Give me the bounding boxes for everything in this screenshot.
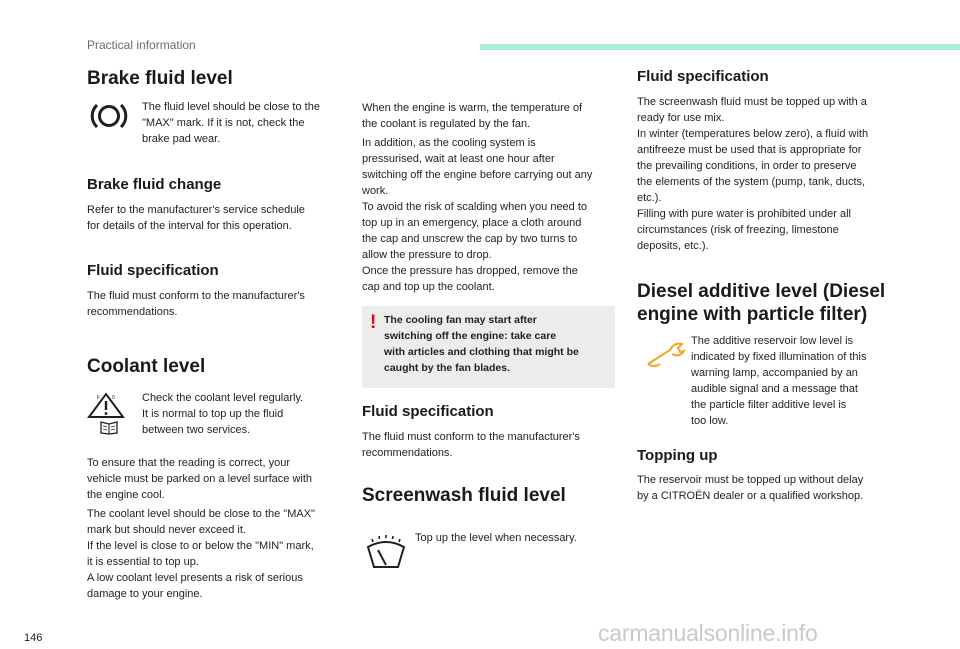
diesel-intro-text: The additive reservoir low level is indicated by fixed illumination of this warning lamp, accompanied by an audible signal and a message that the particle filter additive level is too low.: [691, 335, 867, 427]
coolant-warm-text: When the engine is warm, the temperature of the coolant is regulated by the fan.: [362, 102, 583, 130]
coolant-spec-text: The fluid must conform to the manufacturer's recommendations.: [362, 431, 580, 459]
svg-text:0: 0: [112, 395, 115, 401]
coolant-para-2: The coolant level should be close to the "MAX" mark but should never exceed it. If the level is close to or below the "MIN" mark, it is essential to top up. A low coolant level presents a risk of serious damage to your engine.: [87, 508, 315, 600]
brake-warning-icon: [90, 101, 128, 131]
watermark: carmanualsonline.info: [598, 620, 818, 646]
coolant-spec-title: Fluid specification: [362, 403, 494, 420]
diesel-additive-icon: [644, 338, 686, 368]
brake-fluid-title: Brake fluid level: [87, 68, 233, 89]
brake-spec-title: Fluid specification: [87, 262, 219, 279]
screenwash-spec-title: Fluid specification: [637, 68, 769, 85]
manual-book-icon: [99, 420, 119, 435]
brake-spec-text: The fluid must conform to the manufacturer's recommendations.: [87, 290, 305, 318]
coolant-title: Coolant level: [87, 356, 206, 377]
brake-intro-text: The fluid level should be close to the "MAX" mark. If it is not, check the brake pad wear.: [142, 101, 320, 145]
svg-text:F: F: [97, 395, 101, 401]
screenwash-spec-text: The screenwash fluid must be topped up with a ready for use mix. In winter (temperatures below zero), a fluid with antifreeze must be used that is appropriate for the prevailing conditions, in order to preserve the elements of the system (pump, tank, ducts, etc.). Filling with pure water is prohibited under all circumstances (risk of freezing, limestone deposits, etc.).: [637, 96, 869, 252]
warning-exclamation-icon: !: [370, 312, 377, 333]
diesel-additive-title: Diesel additive level (Diesel engine with particle filter): [637, 281, 886, 325]
brake-change-text: Refer to the manufacturer's service schedule for details of the interval for this operation.: [87, 204, 305, 232]
brake-change-title: Brake fluid change: [87, 176, 222, 193]
topping-up-title: Topping up: [637, 447, 718, 464]
screenwash-intro-text: Top up the level when necessary.: [415, 532, 577, 544]
header-accent-bar: [480, 44, 960, 50]
screenwash-icon: [365, 533, 407, 569]
coolant-para-1: To ensure that the reading is correct, your vehicle must be parked on a level surface with the engine cool.: [87, 457, 313, 501]
coolant-intro-text: Check the coolant level regularly. It is normal to top up the fluid between two services.: [142, 392, 304, 436]
page-number: 146: [24, 632, 43, 644]
coolant-warning-icon: [86, 391, 126, 419]
fan-warning-box: [362, 306, 615, 388]
section-header: Practical information: [87, 38, 196, 52]
coolant-pressure-text: In addition, as the cooling system is pressurised, wait at least one hour after switching off the engine before carrying out any work. To avoid the risk of scalding when you need to top up in an emergency, place a cloth around the cap and unscrew the cap by two turns to allow the pressure to drop. Once the pressure has dropped, remove the cap and top up the coolant.: [362, 137, 593, 293]
screenwash-title: Screenwash fluid level: [362, 485, 566, 506]
topping-up-text: The reservoir must be topped up without delay by a CITROËN dealer or a qualified workshop.: [637, 474, 864, 502]
fan-warning-text: The cooling fan may start after switching off the engine: take care with articles and clothing that might be caught by the fan blades.: [384, 314, 579, 374]
